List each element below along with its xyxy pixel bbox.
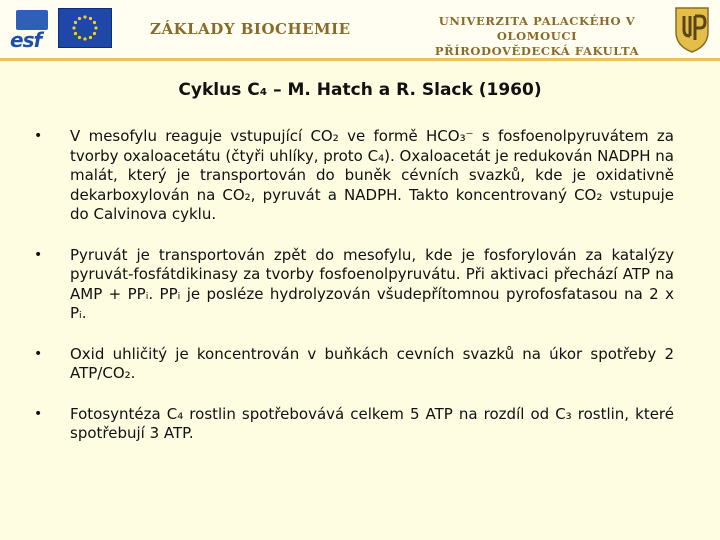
esf-flag-shape [16, 10, 48, 30]
bullet-text: V mesofylu reaguje vstupující CO₂ ve formě HCO₃⁻ s fosfoenolpyruvátem za tvorby oxaloacetátu (čtyři uhlíky, proto C₄). Oxaloacetát je redukován NADPH na malát, který je transportován do buněk cévních svazků, kde je oxidativně dekarboxylován na CO₂, pyruvát a NADPH. Takto koncentrovaný CO₂ vstupuje do Calvinova cyklu. [70, 127, 674, 223]
bullet-marker: • [34, 128, 43, 144]
university-line-2: PŘÍRODOVĚDECKÁ FAKULTA [434, 44, 640, 58]
bullet-item [34, 345, 674, 384]
university-line-1: UNIVERZITA PALACKÉHO V OLOMOUCI [438, 14, 636, 43]
bullet-marker: • [34, 405, 43, 422]
esf-logo-text: esf [10, 28, 42, 52]
bullet-marker: • [34, 246, 43, 263]
bullet-text: Pyruvát je transportován zpět do mesofylu, kde je fosforylován za katalýzy pyruvát-fosfátdikinasy za tvorby fosfoenolpyruvátu. Při aktivaci přechází ATP na AMP + PPᵢ. PPᵢ je posléze hydrolyzován všudepřítomnou pyrofosfatasou na 2 x Pᵢ. [70, 245, 674, 322]
university-seal-icon [670, 4, 714, 54]
bullet-item [34, 127, 674, 225]
esf-logo-icon [6, 6, 50, 52]
bullet-item [34, 405, 674, 444]
bullet-marker: • [34, 345, 43, 362]
bullet-item [34, 246, 674, 324]
eu-flag-icon [58, 8, 112, 48]
slide-title: Cyklus C₄ – M. Hatch a R. Slack (1960) [178, 80, 542, 100]
course-title: ZÁKLADY BIOCHEMIE [150, 20, 351, 38]
header-bar [0, 0, 720, 61]
bullet-text: Fotosyntéza C₄ rostlin spotřebovává celkem 5 ATP na rozdíl od C₃ rostlin, které spotřebují 3 ATP. [70, 404, 674, 442]
bullet-list [34, 127, 674, 465]
bullet-text: Oxid uhličitý je koncentrován v buňkách cevních svazků na úkor spotřeby 2 ATP/CO₂. [70, 344, 674, 382]
university-name [408, 14, 666, 59]
eu-stars-icon [59, 9, 111, 47]
